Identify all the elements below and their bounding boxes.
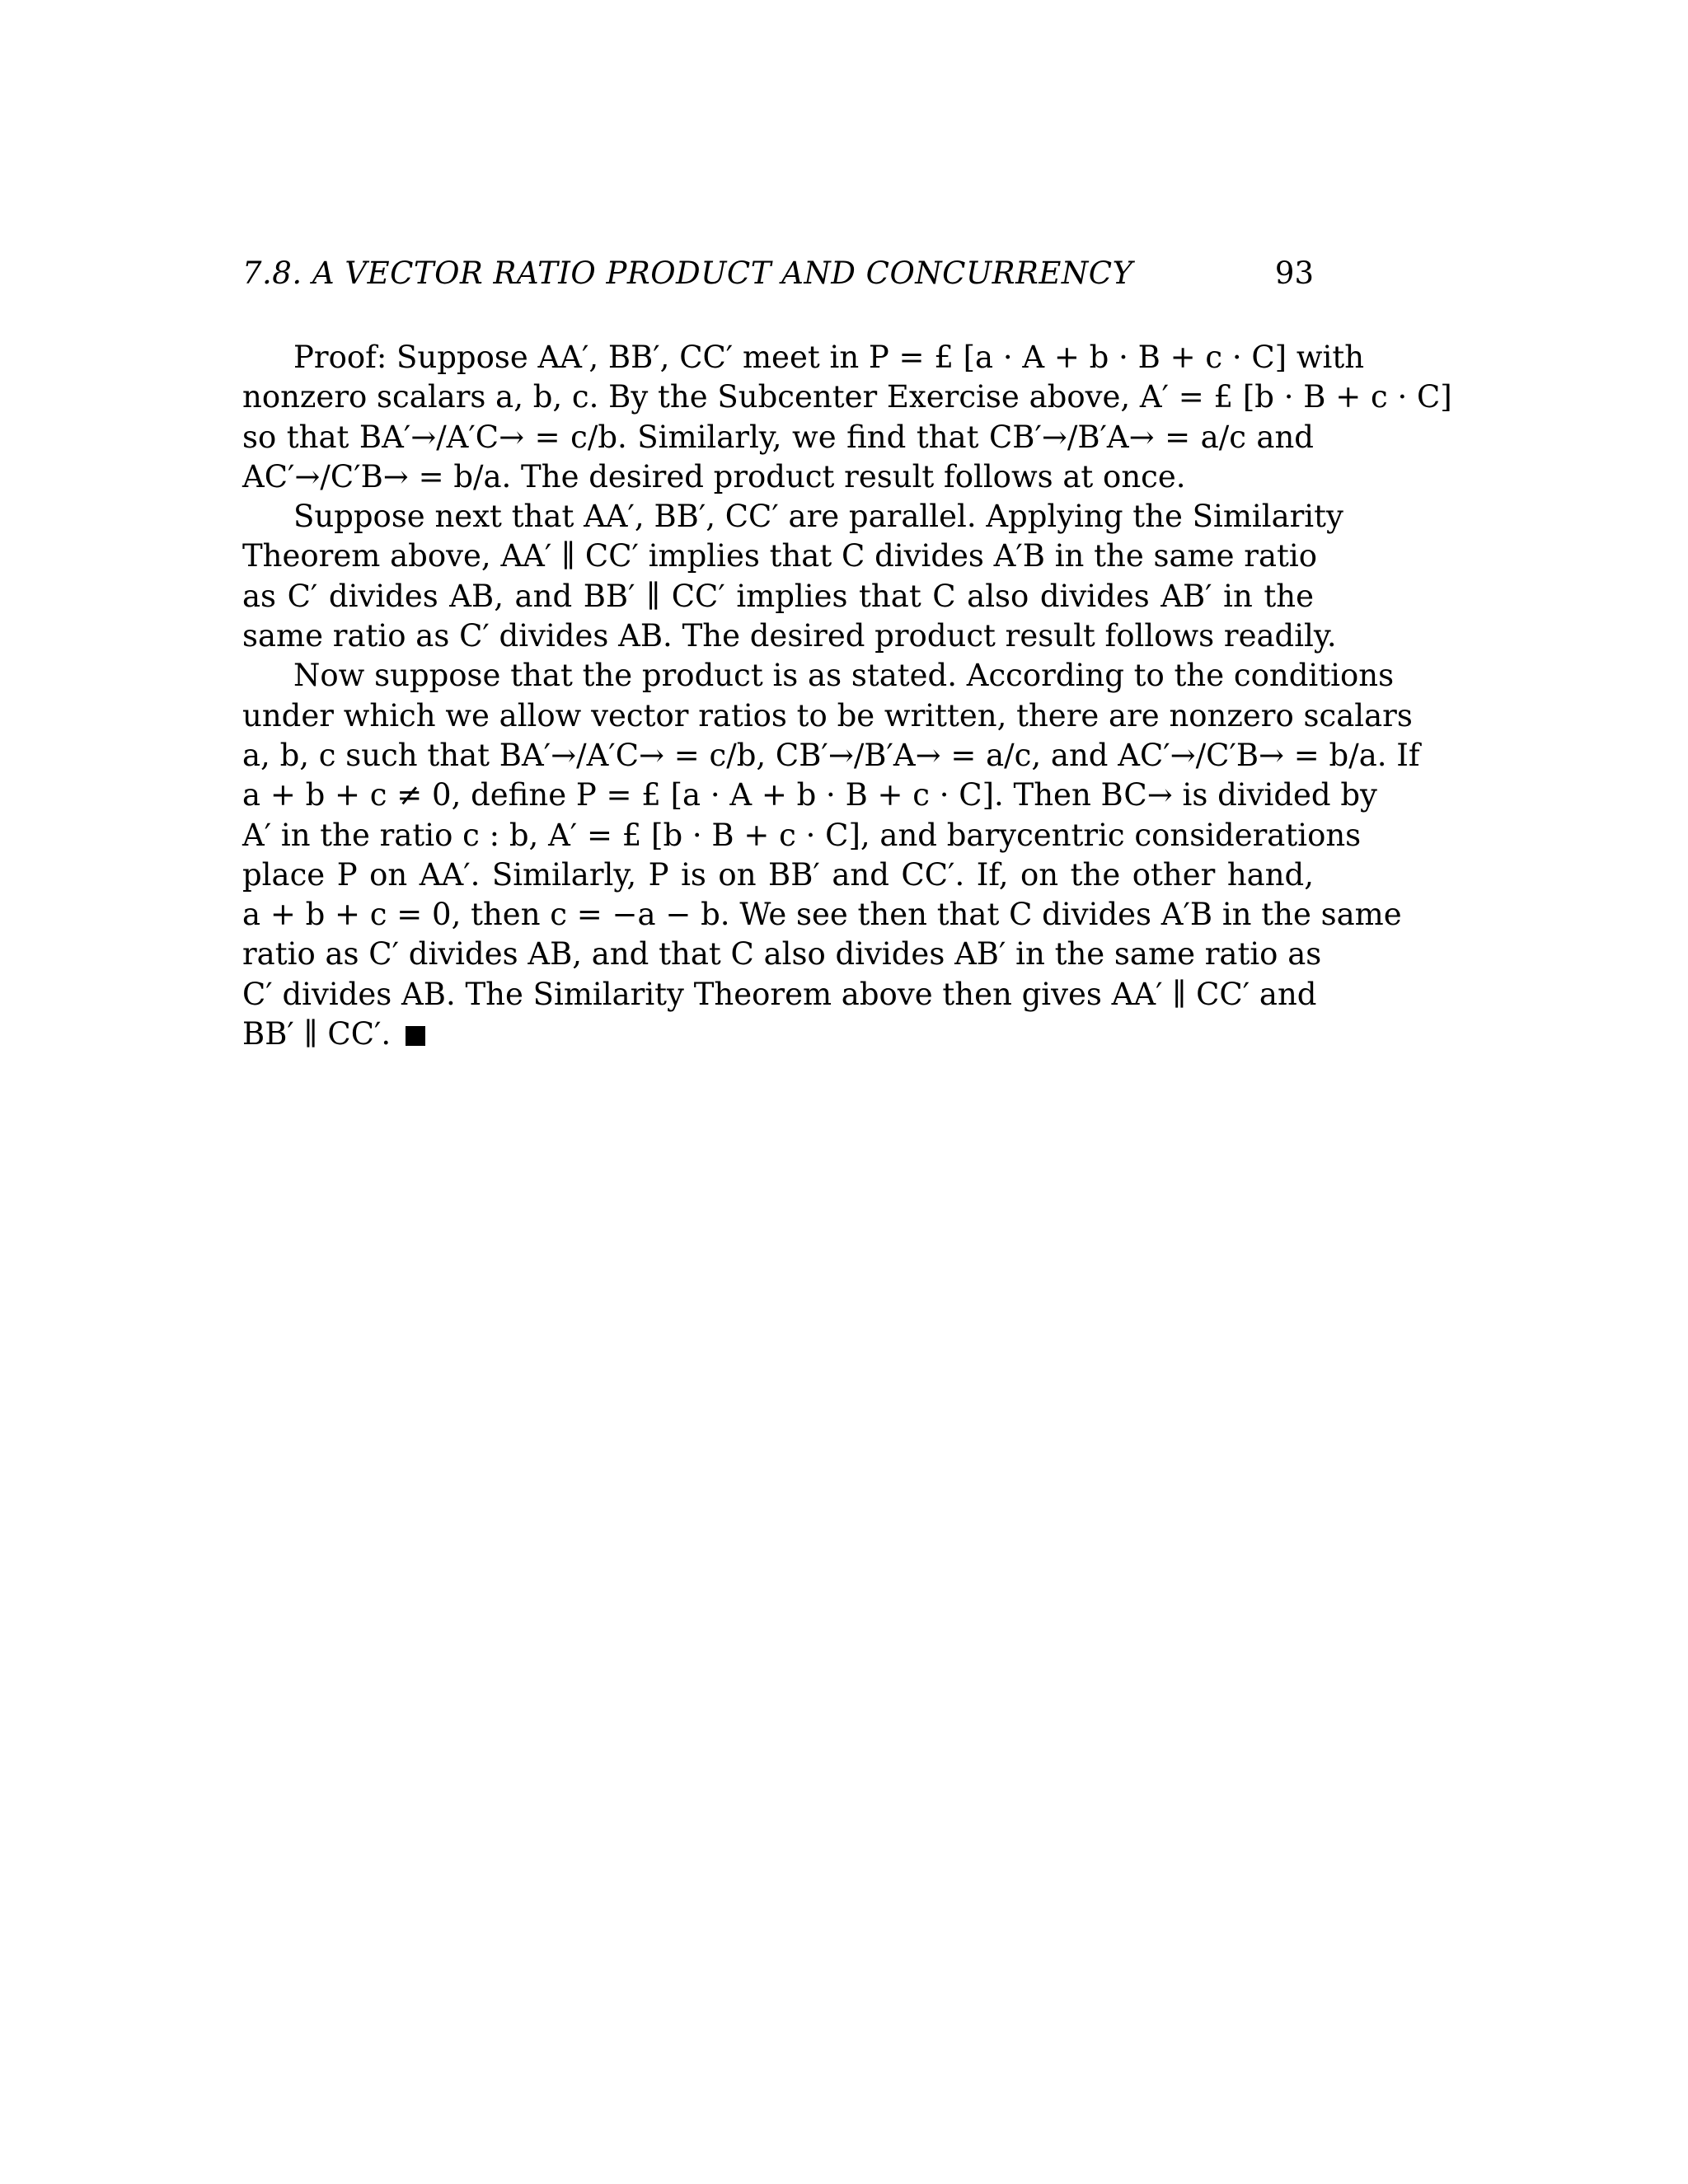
text-line: Theorem above, AA′ ∥ CC′ implies that C divides A′B in the same ratio [242, 538, 1318, 574]
body-text [242, 338, 1452, 1054]
text-line: same ratio as C′ divides AB. The desired product result follows readily. [242, 618, 1337, 654]
text-line: A′ in the ratio c : b, A′ = £ [b · B + c · C], and barycentric considerations [242, 817, 1362, 853]
text-line: so that BA′→/A′C→ = c/b. Similarly, we find that CB′→/B′A→ = a/c and [242, 419, 1314, 455]
text-line: a + b + c ≠ 0, define P = £ [a · A + b · B + c · C]. Then BC→ is divided by [242, 777, 1377, 813]
qed-square-icon [406, 1026, 425, 1046]
paragraph-proof [242, 338, 1452, 497]
text-line: as C′ divides AB, and BB′ ∥ CC′ implies that C also divides AB′ in the [242, 578, 1314, 614]
text-line: a, b, c such that BA′→/A′C→ = c/b, CB′→/B′A→ = a/c, and AC′→/C′B→ = b/a. If [242, 737, 1420, 773]
text-line: a + b + c = 0, then c = −a − b. We see then that C divides A′B in the same [242, 897, 1402, 933]
text-line: Proof: Suppose AA′, BB′, CC′ meet in P = £ [a · A + b · B + c · C] with [293, 340, 1365, 375]
text-line: ratio as C′ divides AB, and that C also divides AB′ in the same ratio as [242, 936, 1322, 972]
text-line: AC′→/C′B→ = b/a. The desired product result follows at once. [242, 458, 1186, 494]
text-line: under which we allow vector ratios to be written, there are nonzero scalars [242, 697, 1413, 733]
text-line: Suppose next that AA′, BB′, CC′ are parallel. Applying the Similarity [293, 499, 1343, 535]
page-header [242, 252, 1314, 295]
paragraph-parallel-case [242, 497, 1343, 656]
text-line-final [242, 1015, 1314, 1054]
paragraph-converse [242, 656, 1420, 1054]
page-number: 93 [1274, 255, 1314, 291]
final-line-text: BB′ ∥ CC′. [242, 1016, 392, 1052]
text-line: Now suppose that the product is as stated. According to the conditions [293, 658, 1395, 694]
running-title: 7.8. A VECTOR RATIO PRODUCT AND CONCURRENCY [242, 255, 1133, 291]
text-line: nonzero scalars a, b, c. By the Subcenter Exercise above, A′ = £ [b · B + c · C] [242, 379, 1452, 415]
text-line: C′ divides AB. The Similarity Theorem above then gives AA′ ∥ CC′ and [242, 976, 1317, 1012]
text-line: place P on AA′. Similarly, P is on BB′ and CC′. If, on the other hand, [242, 856, 1314, 893]
